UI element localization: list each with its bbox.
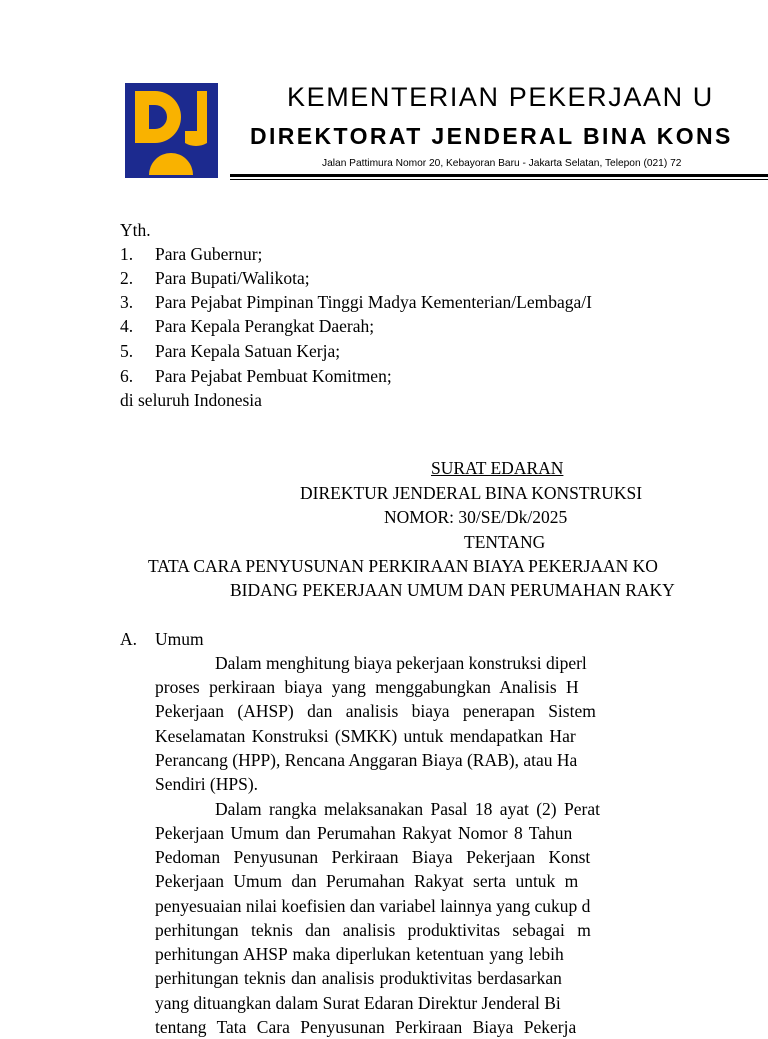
addressee-item: Para Kepala Satuan Kerja; [155,341,341,361]
paragraph-line: perhitungan teknis dan analisis produktivitas sebagai m [155,920,591,940]
paragraph-line: Pekerjaan (AHSP) dan analisis biaya penerapan Sistem [155,701,596,721]
addressee-number: 3. [120,292,134,312]
section-label: A. [120,629,138,649]
paragraph-line: penyesuaian nilai koefisien dan variabel lainnya yang cukup d [155,896,591,916]
paragraph-line: proses perkiraan biaya yang menggabungkan Analisis H [155,677,579,697]
letterhead-directorate: DIREKTORAT JENDERAL BINA KONS [250,123,733,149]
addressee-number: 6. [120,366,134,386]
paragraph-line: perhitungan AHSP maka diperlukan ketentuan yang lebih [155,944,564,964]
section-title: Umum [155,629,204,649]
salutation: Yth. [120,220,151,240]
letterhead-ministry: KEMENTERIAN PEKERJAAN U [287,82,714,112]
paragraph-line: Perancang (HPP), Rencana Anggaran Biaya (RAB), atau Ha [155,750,578,770]
addressee-number: 1. [120,244,134,264]
document-type: SURAT EDARAN [431,458,564,478]
addressee-item: Para Pejabat Pembuat Komitmen; [155,366,392,386]
letterhead-rule-thin [230,179,768,180]
paragraph-line: Sendiri (HPS). [155,774,259,794]
letterhead-address: Jalan Pattimura Nomor 20, Kebayoran Baru - Jakarta Selatan, Telepon (021) 72 [322,158,682,169]
document-subject: BIDANG PEKERJAAN UMUM DAN PERUMAHAN RAKY [230,580,675,600]
addressee-item: Para Bupati/Walikota; [155,268,310,288]
paragraph-line: Pekerjaan Umum dan Perumahan Rakyat Nomor 8 Tahun [155,823,573,843]
pu-logo [125,83,218,178]
letterhead-rule [230,174,768,177]
paragraph-line: Dalam rangka melaksanakan Pasal 18 ayat (2) Perat [215,799,600,819]
addressee-number: 4. [120,316,134,336]
document-about: TENTANG [464,532,546,552]
paragraph-line: Keselamatan Konstruksi (SMKK) untuk mendapatkan Har [155,726,576,746]
document-subject: TATA CARA PENYUSUNAN PERKIRAAN BIAYA PEKERJAAN KO [148,556,658,576]
paragraph-line: perhitungan teknis dan analisis produktivitas berdasarkan [155,968,562,988]
addressee-item: Para Pejabat Pimpinan Tinggi Madya Kementerian/Lembaga/I [155,292,592,312]
addressee-item: Para Kepala Perangkat Daerah; [155,316,375,336]
paragraph-line: Dalam menghitung biaya pekerjaan konstruksi diperl [215,653,587,673]
paragraph-line: Pekerjaan Umum dan Perumahan Rakyat serta untuk m [155,871,579,891]
addressee-number: 2. [120,268,134,288]
addressee-item: Para Gubernur; [155,244,263,264]
document-issuer: DIREKTUR JENDERAL BINA KONSTRUKSI [300,483,643,503]
document-number: NOMOR: 30/SE/Dk/2025 [384,507,568,527]
paragraph-line: yang dituangkan dalam Surat Edaran Direktur Jenderal Bi [155,993,561,1013]
paragraph-line: Pedoman Penyusunan Perkiraan Biaya Pekerjaan Konst [155,847,591,867]
paragraph-line: tentang Tata Cara Penyusunan Perkiraan Biaya Pekerja [155,1017,577,1037]
addressee-location: di seluruh Indonesia [120,390,262,410]
addressee-number: 5. [120,341,134,361]
